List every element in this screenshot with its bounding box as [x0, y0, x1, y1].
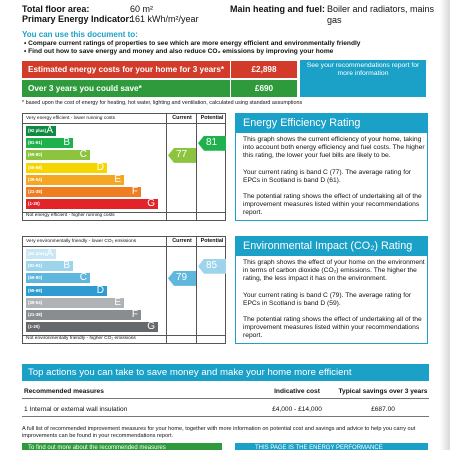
band-c — [26, 273, 90, 283]
band-letter: G — [147, 321, 155, 333]
band-range: (39-54) — [28, 176, 43, 182]
floor-area-value: 60 m² — [130, 4, 154, 14]
band-letter: B — [63, 260, 70, 272]
chart-col-current: Current — [172, 238, 192, 244]
band-range: (92 plus) — [28, 128, 47, 133]
chart-divider — [166, 114, 167, 220]
chart-bottom-caption: Not environmentally friendly - higher CO₂ emissions — [26, 336, 136, 341]
estimated-cost-label: Estimated energy costs for your home for 3 years* — [28, 65, 225, 74]
panel-paragraph: This graph shows the current efficiency of your home, taking into account both energy efficiency and fuel costs. The higher this rating, the lower your fuel bills are likely to be. — [243, 136, 425, 159]
band-letter: E — [114, 173, 121, 185]
energy-efficiency-panel — [235, 113, 428, 221]
chart-rule — [23, 246, 225, 247]
band-e — [26, 175, 124, 185]
bottom-right-banner: THIS PAGE IS THE ENERGY PERFORMANCE — [235, 443, 428, 450]
band-letter: G — [147, 198, 155, 210]
floor-area-label: Total floor area: — [22, 4, 90, 14]
current-rating-value: 79 — [176, 271, 188, 283]
band-letter: D — [96, 284, 104, 296]
col-cost: Indicative cost — [274, 388, 320, 395]
chart-top-caption: Very energy efficient - lower running costs — [26, 116, 115, 121]
cost-footnote: * based upon the cost of energy for heating, hot water, lighting and ventilation, calculated using standard assumptions — [22, 100, 303, 106]
current-rating-arrow — [168, 148, 196, 163]
band-range: (21-38) — [28, 189, 43, 194]
band-letter: D — [96, 161, 104, 173]
panel-paragraph: The potential rating shows the effect of undertaking all of the improvement measures listed within your recommendations report. — [243, 193, 422, 216]
saving-value: £690 — [230, 80, 297, 97]
band-e — [26, 298, 124, 308]
saving-bar — [22, 80, 297, 97]
bullet-2: • Find out how to save energy and money and also reduce CO₂ emissions by improving your home — [24, 48, 334, 55]
see-recommendations-box: See your recommendations report for more information — [300, 60, 426, 97]
energy-indicator-label: Primary Energy Indicator: — [22, 14, 133, 24]
band-letter: E — [114, 296, 121, 308]
band-range: (69-80) — [28, 152, 43, 158]
band-range: (1-20) — [28, 201, 40, 207]
potential-rating-value: 85 — [206, 259, 218, 271]
band-letter: F — [131, 309, 138, 320]
band-range: (1-20) — [28, 324, 40, 330]
energy-efficiency-chart — [22, 113, 226, 221]
row-cost: £4,000 - £14,000 — [272, 406, 322, 413]
estimated-cost-value: £2,898 — [230, 61, 297, 78]
panel-title: Energy Efficiency Rating — [236, 114, 427, 133]
row-measure: 1 Internal or external wall insulation — [24, 406, 128, 413]
band-g — [26, 322, 158, 332]
band-range: (21-38) — [28, 312, 43, 317]
chart-divider — [196, 237, 197, 343]
potential-rating-arrow — [198, 259, 226, 274]
band-a — [26, 126, 56, 136]
band-letter: A — [46, 248, 53, 259]
chart-divider — [196, 114, 197, 220]
estimated-cost-bar — [22, 61, 297, 78]
chart-col-potential: Potential — [200, 238, 224, 244]
energy-indicator-value: 161 kWh/m²/year — [130, 14, 199, 24]
panel-paragraph: The potential rating shows the effect of undertaking all of the improvement measures listed within your recommendations report. — [243, 316, 422, 339]
panel-title: Environmental Impact (CO₂) Rating — [236, 237, 427, 256]
col-savings: Typical savings over 3 years — [338, 388, 428, 395]
heating-label: Main heating and fuel: — [230, 4, 326, 14]
band-range: (92 plus) — [28, 251, 47, 256]
potential-rating-arrow — [198, 136, 226, 151]
band-letter: C — [79, 149, 87, 161]
band-c — [26, 150, 90, 160]
band-range: (81-91) — [28, 140, 43, 146]
band-range: (69-80) — [28, 275, 43, 281]
band-a — [26, 249, 56, 259]
band-range: (55-68) — [28, 287, 43, 293]
page-edge-shadow — [440, 0, 450, 450]
band-f — [26, 310, 141, 320]
band-letter: A — [46, 125, 53, 136]
band-g — [26, 199, 158, 209]
chart-rule — [23, 123, 225, 124]
bullet-1: • Compare current ratings of properties to see which are more energy efficient and environmentally friendly — [24, 40, 361, 47]
panel-paragraph: This graph shows the effect of your home on the environment in terms of carbon dioxide (CO₂) emissions. The higher the rating, the less impact it has on the environment. — [243, 259, 425, 282]
band-d — [26, 286, 107, 296]
chart-col-potential: Potential — [200, 115, 224, 121]
current-rating-arrow — [168, 271, 196, 286]
table-rule — [22, 398, 429, 399]
panel-paragraph: Your current rating is band C (79). The average rating for EPCs in Scotland is band D (59). — [243, 292, 412, 307]
environmental-impact-panel — [235, 236, 428, 344]
band-b — [26, 138, 73, 148]
band-letter: F — [131, 186, 138, 197]
more-info-paragraph: A full list of recommended improvement measures for your home, together with more information on potential cost and savings and advice to help you carry out improvements can be found in your recommendations report. — [22, 426, 416, 439]
row-saving: £687.00 — [371, 406, 395, 413]
band-b — [26, 261, 73, 271]
saving-label: Over 3 years you could save* — [28, 84, 142, 93]
chart-col-current: Current — [172, 115, 192, 121]
band-d — [26, 163, 107, 173]
heating-value: Boiler and radiators, mains gas — [327, 4, 435, 25]
current-rating-value: 77 — [176, 148, 188, 160]
table-rule — [22, 416, 429, 417]
band-f — [26, 187, 141, 197]
chart-bottom-caption: Not energy efficient - higher running costs — [26, 213, 115, 218]
chart-divider — [166, 237, 167, 343]
environmental-impact-chart — [22, 236, 226, 344]
potential-rating-value: 81 — [206, 136, 218, 148]
band-range: (55-68) — [28, 164, 43, 170]
chart-top-caption: Very environmentally friendly - lower CO₂ emissions — [26, 239, 137, 244]
band-letter: C — [79, 272, 87, 284]
bottom-left-banner: To find out more about the recommended measures — [22, 443, 222, 450]
band-letter: B — [63, 137, 70, 149]
use-document-title: You can use this document to: — [22, 30, 138, 39]
col-measures: Recommended measures — [24, 388, 104, 395]
top-actions-title: Top actions you can take to save money and make your home more efficient — [22, 364, 429, 381]
band-range: (81-91) — [28, 263, 43, 269]
panel-paragraph: Your current rating is band C (77). The average rating for EPCs in Scotland is band D (61). — [243, 169, 412, 184]
band-range: (39-54) — [28, 299, 43, 305]
